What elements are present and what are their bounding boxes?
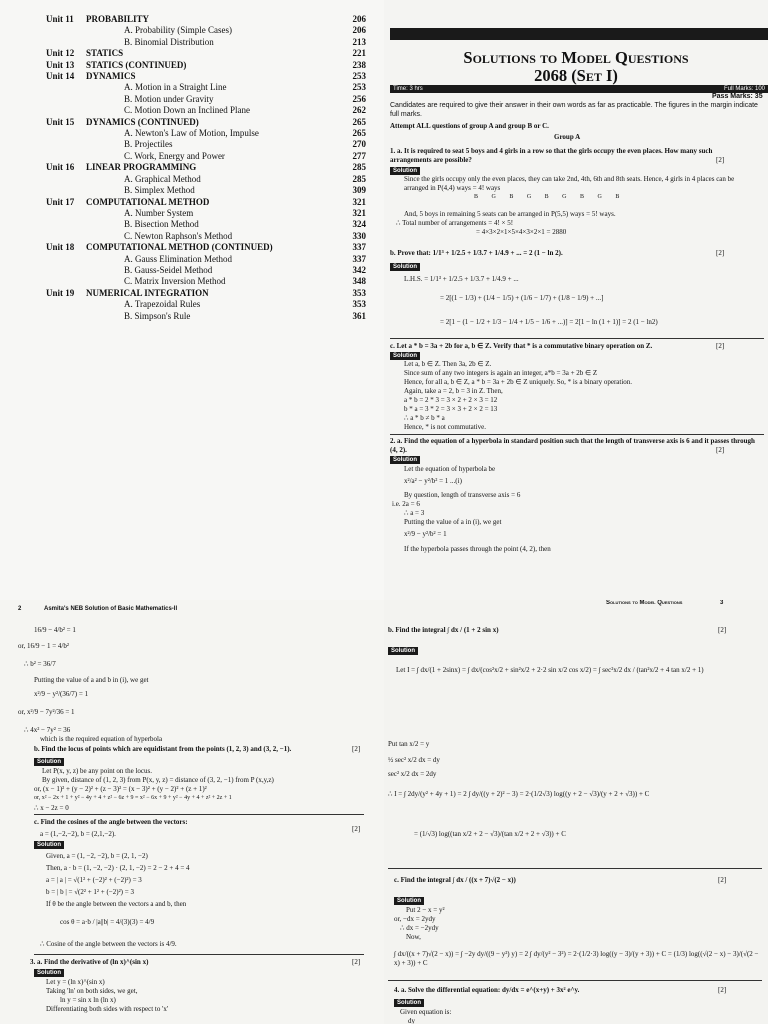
divider xyxy=(390,434,764,435)
page-number: 3 xyxy=(720,600,724,606)
toc-title: DYNAMICS xyxy=(86,71,136,82)
solution-2a-line8: If the hyperbola passes through the point (4, 2), then xyxy=(404,545,551,553)
toc-row xyxy=(46,14,366,25)
toc-row xyxy=(46,208,366,219)
marks-2a: [2] xyxy=(716,446,725,454)
toc-title: B. Simpson's Rule xyxy=(124,310,191,321)
divider xyxy=(390,338,764,339)
toc-page: 324 xyxy=(352,219,366,230)
toc-row xyxy=(46,219,366,230)
toc-title: A. Newton's Law of Motion, Impulse xyxy=(124,128,259,139)
toc-row xyxy=(46,117,366,128)
solution-tag: Solution xyxy=(394,999,424,1007)
line: b = | b | = √(2² + 1² + (−2)²) = 3 xyxy=(46,888,134,896)
marks-4a: [2] xyxy=(718,986,727,994)
toc-page: 206 xyxy=(352,14,366,24)
question-1a: 1. a. It is required to seat 5 boys and 4 girls in a row so that the girls occupy the even places. How many such arrangements are possible? xyxy=(390,147,713,164)
line: Let y = (ln x)^(sin x) xyxy=(46,978,105,986)
toc-title: A. Probability (Simple Cases) xyxy=(124,25,232,36)
solution-2a-line3: By question, length of transverse axis = 6 xyxy=(404,491,521,499)
solution-1c-line6: b * a = 3 * 2 = 3 × 3 + 2 × 2 = 13 xyxy=(404,405,498,413)
line: ∴ Cosine of the angle between the vectors is 4/9. xyxy=(40,940,177,948)
toc-title: COMPUTATIONAL METHOD xyxy=(86,196,210,207)
line: 16/9 − 4/b² = 1 xyxy=(34,626,76,634)
toc-row xyxy=(46,25,366,36)
toc-row xyxy=(46,71,366,82)
divider xyxy=(34,954,364,955)
toc-title: COMPUTATIONAL METHOD (CONTINUED) xyxy=(86,242,273,253)
toc-unit: Unit 15 xyxy=(46,116,75,127)
toc-title: PROBABILITY xyxy=(86,14,150,24)
toc-title: DYNAMICS (CONTINUED) xyxy=(86,116,199,127)
solution-2a-line4: i.e. 2a = 6 xyxy=(392,500,420,508)
toc-title: B. Simplex Method xyxy=(124,185,195,196)
toc-row xyxy=(46,265,366,276)
question-2a: 2. a. Find the equation of a hyperbola in standard position such that the length of transverse axis is 6 and it passes through (4, 2). xyxy=(390,437,755,454)
line: Given, a = (1, −2, −2), b = (2, 1, −2) xyxy=(46,852,148,860)
marks-1b: [2] xyxy=(716,249,725,257)
toc-page: 361 xyxy=(352,310,366,321)
toc-page: 353 xyxy=(352,287,366,298)
toc-title: A. Number System xyxy=(124,207,194,218)
line: If θ be the angle between the vectors a and b, then xyxy=(46,900,187,908)
question-3a: 3. a. Find the derivative of (ln x)^(sin x) xyxy=(30,958,149,966)
solution-1b-line2: = 2[(1 − 1/3) + (1/4 − 1/5) + (1/6 − 1/7) + (1/8 − 1/9) + ...] xyxy=(440,294,604,302)
toc-row xyxy=(46,276,366,287)
toc-row xyxy=(46,60,366,71)
toc-row xyxy=(46,254,366,265)
table-of-contents xyxy=(46,14,366,322)
toc-page: 262 xyxy=(352,105,366,116)
solution-tag: Solution xyxy=(390,456,420,464)
solutions-page xyxy=(384,0,768,600)
toc-page: 337 xyxy=(352,253,366,264)
solution-2a-line5: ∴ a = 3 xyxy=(404,509,425,517)
line: Taking 'ln' on both sides, we get, xyxy=(46,987,138,995)
toc-unit: Unit 17 xyxy=(46,196,75,207)
toc-page: 330 xyxy=(352,230,366,241)
contents-page xyxy=(0,0,384,600)
solution-1a-line2: And, 5 boys in remaining 5 seats can be arranged in P(5,5) ways = 5! ways. xyxy=(404,210,616,218)
toc-page: 321 xyxy=(352,207,366,218)
line: Differentiating both sides with respect to 'x' xyxy=(46,1005,169,1013)
line: By given, distance of (1, 2, 3) from P(x, y, z) = distance of (3, 2, −1) from P (x,y,z) xyxy=(42,776,274,784)
toc-page: 353 xyxy=(352,299,366,310)
toc-page: 256 xyxy=(352,93,366,104)
toc-title: B. Bisection Method xyxy=(124,219,199,230)
toc-unit: Unit 13 xyxy=(46,59,75,70)
toc-page: 265 xyxy=(352,128,366,139)
solution-1a-line3: ∴ Total number of arrangements = 4! × 5! xyxy=(396,219,514,227)
toc-title: A. Graphical Method xyxy=(124,173,201,184)
toc-row xyxy=(46,162,366,173)
full-marks: Full Marks: 100 xyxy=(723,86,765,92)
page-title: Solutions to Model Questions xyxy=(463,48,689,67)
solution-tag: Solution xyxy=(34,969,64,977)
toc-page: 221 xyxy=(352,48,366,59)
solution-tag: Solution xyxy=(390,167,420,175)
toc-page: 206 xyxy=(352,25,366,36)
question-b: b. Find the integral ∫ dx / (1 + 2 sin x) xyxy=(388,626,499,634)
solution-1a-line4: = 4×3×2×1×5×4×3×2×1 = 2880 xyxy=(476,228,567,236)
toc-title: B. Gauss-Seidel Method xyxy=(124,264,213,275)
solution-2a-line7: x²/9 − y²/b² = 1 xyxy=(404,530,447,538)
candidates-note: Candidates are required to give their answer in their own words as far as practicable. The figures in the margin indicate full marks. xyxy=(390,102,758,118)
line: a = | a | = √(1² + (−2)² + (−2)²) = 3 xyxy=(46,876,142,884)
line: or, 16/9 − 1 = 4/b² xyxy=(18,642,69,650)
divider xyxy=(34,814,364,815)
toc-row xyxy=(46,174,366,185)
toc-row xyxy=(46,311,366,322)
toc-page: 238 xyxy=(352,59,366,70)
line: ∴ dx = −2ydy xyxy=(400,924,439,932)
line: or, −dx = 2ydy xyxy=(394,915,436,923)
line: ½ sec² x/2 dx = dy xyxy=(388,756,440,764)
toc-unit: Unit 12 xyxy=(46,48,75,59)
toc-page: 309 xyxy=(352,185,366,196)
toc-row xyxy=(46,185,366,196)
toc-row xyxy=(46,48,366,59)
toc-page: 285 xyxy=(352,173,366,184)
marks-b: [2] xyxy=(718,626,727,634)
toc-unit: Unit 19 xyxy=(46,287,75,298)
solution-1c-line7: ∴ a * b ≠ b * a xyxy=(404,414,445,422)
toc-page: 348 xyxy=(352,276,366,287)
line: Given equation is: xyxy=(400,1008,452,1016)
marks-b: [2] xyxy=(352,745,361,753)
line: ∴ I = ∫ 2dy/(y² + 4y + 1) = 2 ∫ dy/((y + 2)² − 3) = 2·(1/2√3) log((y + 2 − √3)/(y + 2 + √3)) + C xyxy=(388,790,650,798)
toc-page: 285 xyxy=(352,162,366,173)
group-heading: Group A xyxy=(554,133,581,141)
solution-2a-line6: Putting the value of a in (i), we get xyxy=(404,518,502,526)
toc-page: 342 xyxy=(352,264,366,275)
toc-title: B. Motion under Gravity xyxy=(124,93,214,104)
line: Now, xyxy=(406,933,421,941)
toc-title: LINEAR PROGRAMMING xyxy=(86,162,197,173)
toc-title: C. Motion Down an Inclined Plane xyxy=(124,105,250,116)
line: Put 2 − x = y² xyxy=(406,906,445,914)
pass-marks: Pass Marks: 35 xyxy=(712,93,763,100)
line: sec² x/2 dx = 2dy xyxy=(388,770,437,778)
marks-1a: [2] xyxy=(716,156,725,164)
solution-tag: Solution xyxy=(388,647,418,655)
toc-page: 265 xyxy=(352,116,366,127)
line: which is the required equation of hyperbola xyxy=(40,735,163,743)
solution-1c-line3: Hence, for all a, b ∈ Z, a * b = 3a + 2b ∈ Z uniquely. So, * is a binary operation. xyxy=(404,378,633,386)
line: or, x²/9 − 7y²/36 = 1 xyxy=(18,708,75,716)
toc-row xyxy=(46,151,366,162)
toc-title: C. Work, Energy and Power xyxy=(124,150,225,161)
toc-row xyxy=(46,231,366,242)
line: = (1/√3) log((tan x/2 + 2 − √3)/(tan x/2 + 2 + √3)) + C xyxy=(414,830,566,838)
line: a = (1,−2,−2), b = (2,1,−2). xyxy=(40,830,116,838)
line: Then, a · b = (1, −2, −2) · (2, 1, −2) = 2 − 2 + 4 = 4 xyxy=(46,864,190,872)
line: Let I = ∫ dx/(1 + 2sinx) = ∫ dx/(cos²x/2 + sin²x/2 + 2·2 sin x/2 cos x/2) = ∫ sec²x/2 dx / (tan²x/2 + 4 tan x/2 + 1) xyxy=(396,666,704,674)
solution-tag: Solution xyxy=(34,758,64,766)
title-band xyxy=(390,28,768,40)
line: ∴ x − 2z = 0 xyxy=(34,804,69,812)
toc-title: C. Newton Raphson's Method xyxy=(124,230,233,241)
solution-1c-line4: Again, take a = 2, b = 3 in Z. Then, xyxy=(404,387,503,395)
toc-row xyxy=(46,94,366,105)
toc-row xyxy=(46,242,366,253)
toc-page: 277 xyxy=(352,150,366,161)
solution-1b-line1: L.H.S. = 1/1³ + 1/2.5 + 1/3.7 + 1/4.9 + ... xyxy=(404,275,519,283)
toc-page: 337 xyxy=(352,242,366,253)
marks-1c: [2] xyxy=(716,342,725,350)
toc-title: STATICS (CONTINUED) xyxy=(86,59,187,70)
question-1c: c. Let a * b = 3a + 2b for a, b ∈ Z. Verify that * is a commutative binary operation on Z. xyxy=(390,342,653,350)
attempt-instruction: Attempt ALL questions of group A and group B or C. xyxy=(390,122,549,130)
toc-page: 321 xyxy=(352,196,366,207)
line: or, x² − 2x + 1 + y² − 4y + 4 + z² − 6z + 9 = x² − 6x + 9 + y² − 4y + 4 + z² + 2z + 1 xyxy=(34,795,232,801)
question-b: b. Find the locus of points which are equidistant from the points (1, 2, 3) and (3, 2, −1). xyxy=(34,745,292,753)
toc-row xyxy=(46,128,366,139)
time-label: Time: 3 hrs xyxy=(393,86,423,92)
toc-row xyxy=(46,288,366,299)
toc-title: A. Gauss Elimination Method xyxy=(124,253,232,264)
toc-unit: Unit 18 xyxy=(46,242,75,253)
question-4a: 4. a. Solve the differential equation: dy/dx = e^(x+y) + 3x² e^y. xyxy=(394,986,580,994)
solution-1c-line2: Since sum of any two integers is again an integer, a*b = 3a + 2b ∈ Z xyxy=(404,369,598,377)
toc-title: STATICS xyxy=(86,48,124,59)
solution-tag: Solution xyxy=(390,352,420,360)
line: dy xyxy=(408,1017,415,1024)
line: cos θ = a·b / |a||b| = 4/(3)(3) = 4/9 xyxy=(60,918,155,926)
line: ∫ dx/((x + 7)√(2 − x)) = ∫ −2y dy/((9 − y²) y) = 2 ∫ dy/(y² − 3²) = 2·(1/2·3) log((y − 3)/(y + 3)) + C = (1/3) log((√(2 − x) − 3)/(√(2 − x) + 3)) + C xyxy=(394,950,759,967)
toc-title: NUMERICAL INTEGRATION xyxy=(86,287,209,298)
toc-row xyxy=(46,105,366,116)
solution-tag: Solution xyxy=(394,897,424,905)
solution-1c-line8: Hence, * is not commutative. xyxy=(404,423,487,431)
line: ∴ b² = 36/7 xyxy=(24,660,56,668)
line: x²/9 − y²/(36/7) = 1 xyxy=(34,690,89,698)
question-c: c. Find the integral ∫ dx / ((x + 7)√(2 − x)) xyxy=(394,876,516,884)
toc-unit: Unit 14 xyxy=(46,71,75,82)
toc-page: 253 xyxy=(352,82,366,93)
solution-tag: Solution xyxy=(390,263,420,271)
solution-tag: Solution xyxy=(34,841,64,849)
toc-page: 270 xyxy=(352,139,366,150)
toc-row xyxy=(46,37,366,48)
toc-row xyxy=(46,197,366,208)
running-header: Solutions to Model Questions xyxy=(606,600,683,606)
line: ∴ 4x² − 7y² = 36 xyxy=(24,726,71,734)
divider xyxy=(388,868,762,869)
divider xyxy=(388,980,762,981)
marks-c: [2] xyxy=(352,825,361,833)
marks-c: [2] xyxy=(718,876,727,884)
line: Let P(x, y, z) be any point on the locus. xyxy=(42,767,152,775)
toc-page: 253 xyxy=(352,71,366,82)
toc-title: C. Matrix Inversion Method xyxy=(124,276,226,287)
solution-1a-line1: Since the girls occupy only the even places, they can take 2nd, 4th, 6th and 8th seats. Hence, 4 girls in 4 places can be arranged in P(4,4) ways = 4! ways xyxy=(404,175,735,192)
question-c: c. Find the cosines of the angle between the vectors: xyxy=(34,818,188,826)
toc-title: B. Projectiles xyxy=(124,139,173,150)
toc-row xyxy=(46,299,366,310)
page-3 xyxy=(384,600,768,1024)
toc-title: B. Binomial Distribution xyxy=(124,36,214,47)
toc-row xyxy=(46,82,366,93)
page-subtitle: 2068 (Set I) xyxy=(534,66,618,85)
page-number: 2 xyxy=(18,606,22,612)
solution-1c-line1: Let a, b ∈ Z. Then 3a, 2b ∈ Z. xyxy=(404,360,492,368)
solution-2a-line1: Let the equation of hyperbola be xyxy=(404,465,496,473)
toc-unit: Unit 16 xyxy=(46,162,75,173)
toc-page: 213 xyxy=(352,36,366,47)
toc-title: A. Motion in a Straight Line xyxy=(124,82,227,93)
toc-unit: Unit 11 xyxy=(46,14,74,24)
running-header: Asmita's NEB Solution of Basic Mathematics-II xyxy=(44,606,178,612)
toc-row xyxy=(46,139,366,150)
line: Put tan x/2 = y xyxy=(388,740,430,748)
question-1b: b. Prove that: 1/1³ + 1/2.5 + 1/3.7 + 1/4.9 + ... = 2 (1 − ln 2). xyxy=(390,249,563,257)
page-2 xyxy=(0,600,384,1024)
line: or, (x − 1)² + (y − 2)² + (z − 3)² = (x − 3)² + (y − 2)² + (z + 1)² xyxy=(34,785,207,793)
solution-1b-line3: = 2[1 − (1 − 1/2 + 1/3 − 1/4 + 1/5 − 1/6 + ...)] = 2[1 − ln (1 + 1)] = 2 (1 − ln2) xyxy=(440,318,658,326)
seat-diagram: B G B G B G B G B xyxy=(474,194,626,200)
line: Putting the value of a and b in (i), we get xyxy=(34,676,149,684)
toc-title: A. Trapezoidal Rules xyxy=(124,299,201,310)
line: ln y = sin x ln (ln x) xyxy=(60,996,116,1004)
solution-2a-line2: x²/a² − y²/b² = 1 ...(i) xyxy=(404,477,462,485)
marks-3a: [2] xyxy=(352,958,361,966)
solution-1c-line5: a * b = 2 * 3 = 3 × 2 + 2 × 3 = 12 xyxy=(404,396,498,404)
